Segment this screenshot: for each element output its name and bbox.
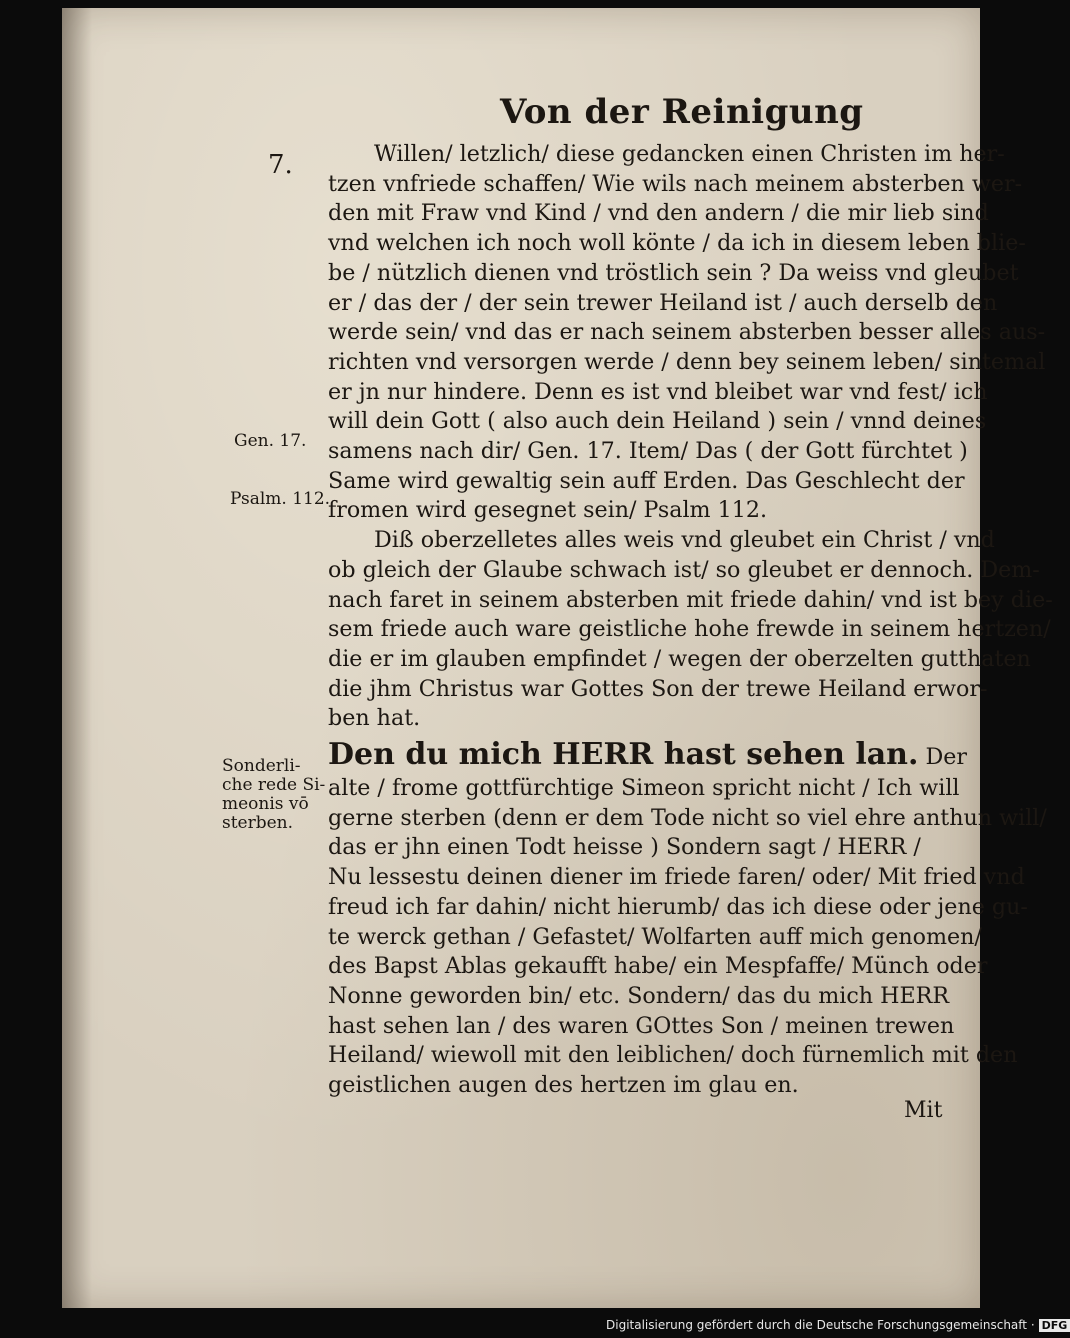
text-line: den mit Fraw vnd Kind / vnd den andern / die mir lieb sind — [328, 200, 989, 227]
margin-note-line: sterben. — [222, 813, 294, 833]
funding-footer — [606, 1318, 1070, 1332]
text-line: samens nach dir/ Gen. 17. Item/ Das ( der Gott fürchtet ) — [328, 438, 968, 465]
text-line: die er im glauben empfindet / wegen der oberzelten gutthaten — [328, 645, 1031, 672]
text-line: will dein Gott ( also auch dein Heiland ) sein / vnnd deines — [328, 408, 987, 435]
catchword: Mit — [904, 1098, 943, 1123]
body-text — [328, 140, 1053, 1101]
text-line: freud ich far dahin/ nicht hierumb/ das ich diese oder jene gu‑ — [328, 893, 1028, 920]
text-line: hast sehen lan / des waren GOttes Son / meinen trewen — [328, 1012, 955, 1039]
margin-note-line: meonis vō — [222, 794, 309, 814]
text-line: sem friede auch ware geistliche hohe frewde in seinem hertzen/ — [328, 616, 1051, 643]
margin-note-psalm: Psalm. 112. — [230, 489, 331, 509]
text-line: geistlichen augen des hertzen im glau en. — [328, 1072, 799, 1099]
text-line: gerne sterben (denn er dem Tode nicht so viel ehre anthun will/ — [328, 804, 1047, 831]
text-line: be / nützlich dienen vnd tröstlich sein ? Da weiss vnd gleubet — [328, 259, 1019, 286]
margin-note-simeon — [222, 757, 334, 833]
gutter-shadow — [62, 8, 92, 1308]
text-line: Same wird gewaltig sein auff Erden. Das Geschlecht der — [328, 467, 965, 494]
margin-note-line: Sonderli‑ — [222, 756, 301, 776]
text-line: er jn nur hindere. Denn es ist vnd bleibet war vnd fest/ ich — [328, 378, 988, 405]
running-head: Von der Reinigung — [500, 92, 864, 132]
text-line: alte / frome gottfürchtige Simeon spricht nicht / Ich will — [328, 775, 960, 802]
text-line: tzen vnfriede schaffen/ Wie wils nach meinem absterben wer‑ — [328, 170, 1023, 197]
text-line: er / das der / der sein trewer Heiland ist / auch derselb den — [328, 289, 998, 316]
text-line: werde sein/ vnd das er nach seinem absterben besser alles aus‑ — [328, 319, 1046, 346]
text-line: die jhm Christus war Gottes Son der trewe Heiland erwor‑ — [328, 675, 988, 702]
dfg-logo: DFG — [1039, 1319, 1070, 1332]
text-line: Heiland/ wiewoll mit den leiblichen/ doch fürnemlich mit den — [328, 1042, 1018, 1069]
text-line: Diß oberzelletes alles weis vnd gleubet ein Christ / vnd — [374, 527, 995, 554]
text-line: Nu lessestu deinen diener im friede faren/ oder/ Mit fried vnd — [328, 864, 1025, 891]
lemma-line — [328, 737, 968, 774]
text-line: Willen/ letzlich/ diese gedancken einen Christen im her‑ — [374, 141, 1005, 167]
margin-note-line: che rede Si‑ — [222, 775, 326, 795]
text-line: ben hat. — [328, 705, 421, 732]
text-line: des Bapst Ablas gekaufft habe/ ein Mespfaffe/ Münch oder — [328, 953, 988, 980]
text-line: richten vnd versorgen werde / denn bey seinem leben/ sintemal — [328, 348, 1046, 375]
text-line: nach faret in seinem absterben mit friede dahin/ vnd ist bey die‑ — [328, 586, 1053, 613]
chapter-number: 7. — [268, 150, 293, 180]
footer-text: Digitalisierung gefördert durch die Deutsche Forschungsgemeinschaft · — [606, 1318, 1035, 1332]
text-line: ob gleich der Glaube schwach ist/ so gleubet er dennoch. Dem‑ — [328, 556, 1040, 583]
lemma-tail: Der — [918, 744, 968, 771]
text-line: vnd welchen ich noch woll könte / da ich in diesem leben blie‑ — [328, 230, 1026, 257]
margin-note-gen: Gen. 17. — [234, 431, 307, 451]
text-line: te werck gethan / Gefastet/ Wolfarten auff mich genomen/ — [328, 923, 982, 950]
text-line: Nonne geworden bin/ etc. Sondern/ das du mich HERR — [328, 982, 950, 1009]
text-line: fromen wird gesegnet sein/ Psalm 112. — [328, 497, 768, 524]
text-line: das er jhn einen Todt heisse ) Sondern sagt / HERR / — [328, 834, 921, 861]
lemma-heading: Den du mich HERR hast sehen lan. — [328, 737, 919, 773]
